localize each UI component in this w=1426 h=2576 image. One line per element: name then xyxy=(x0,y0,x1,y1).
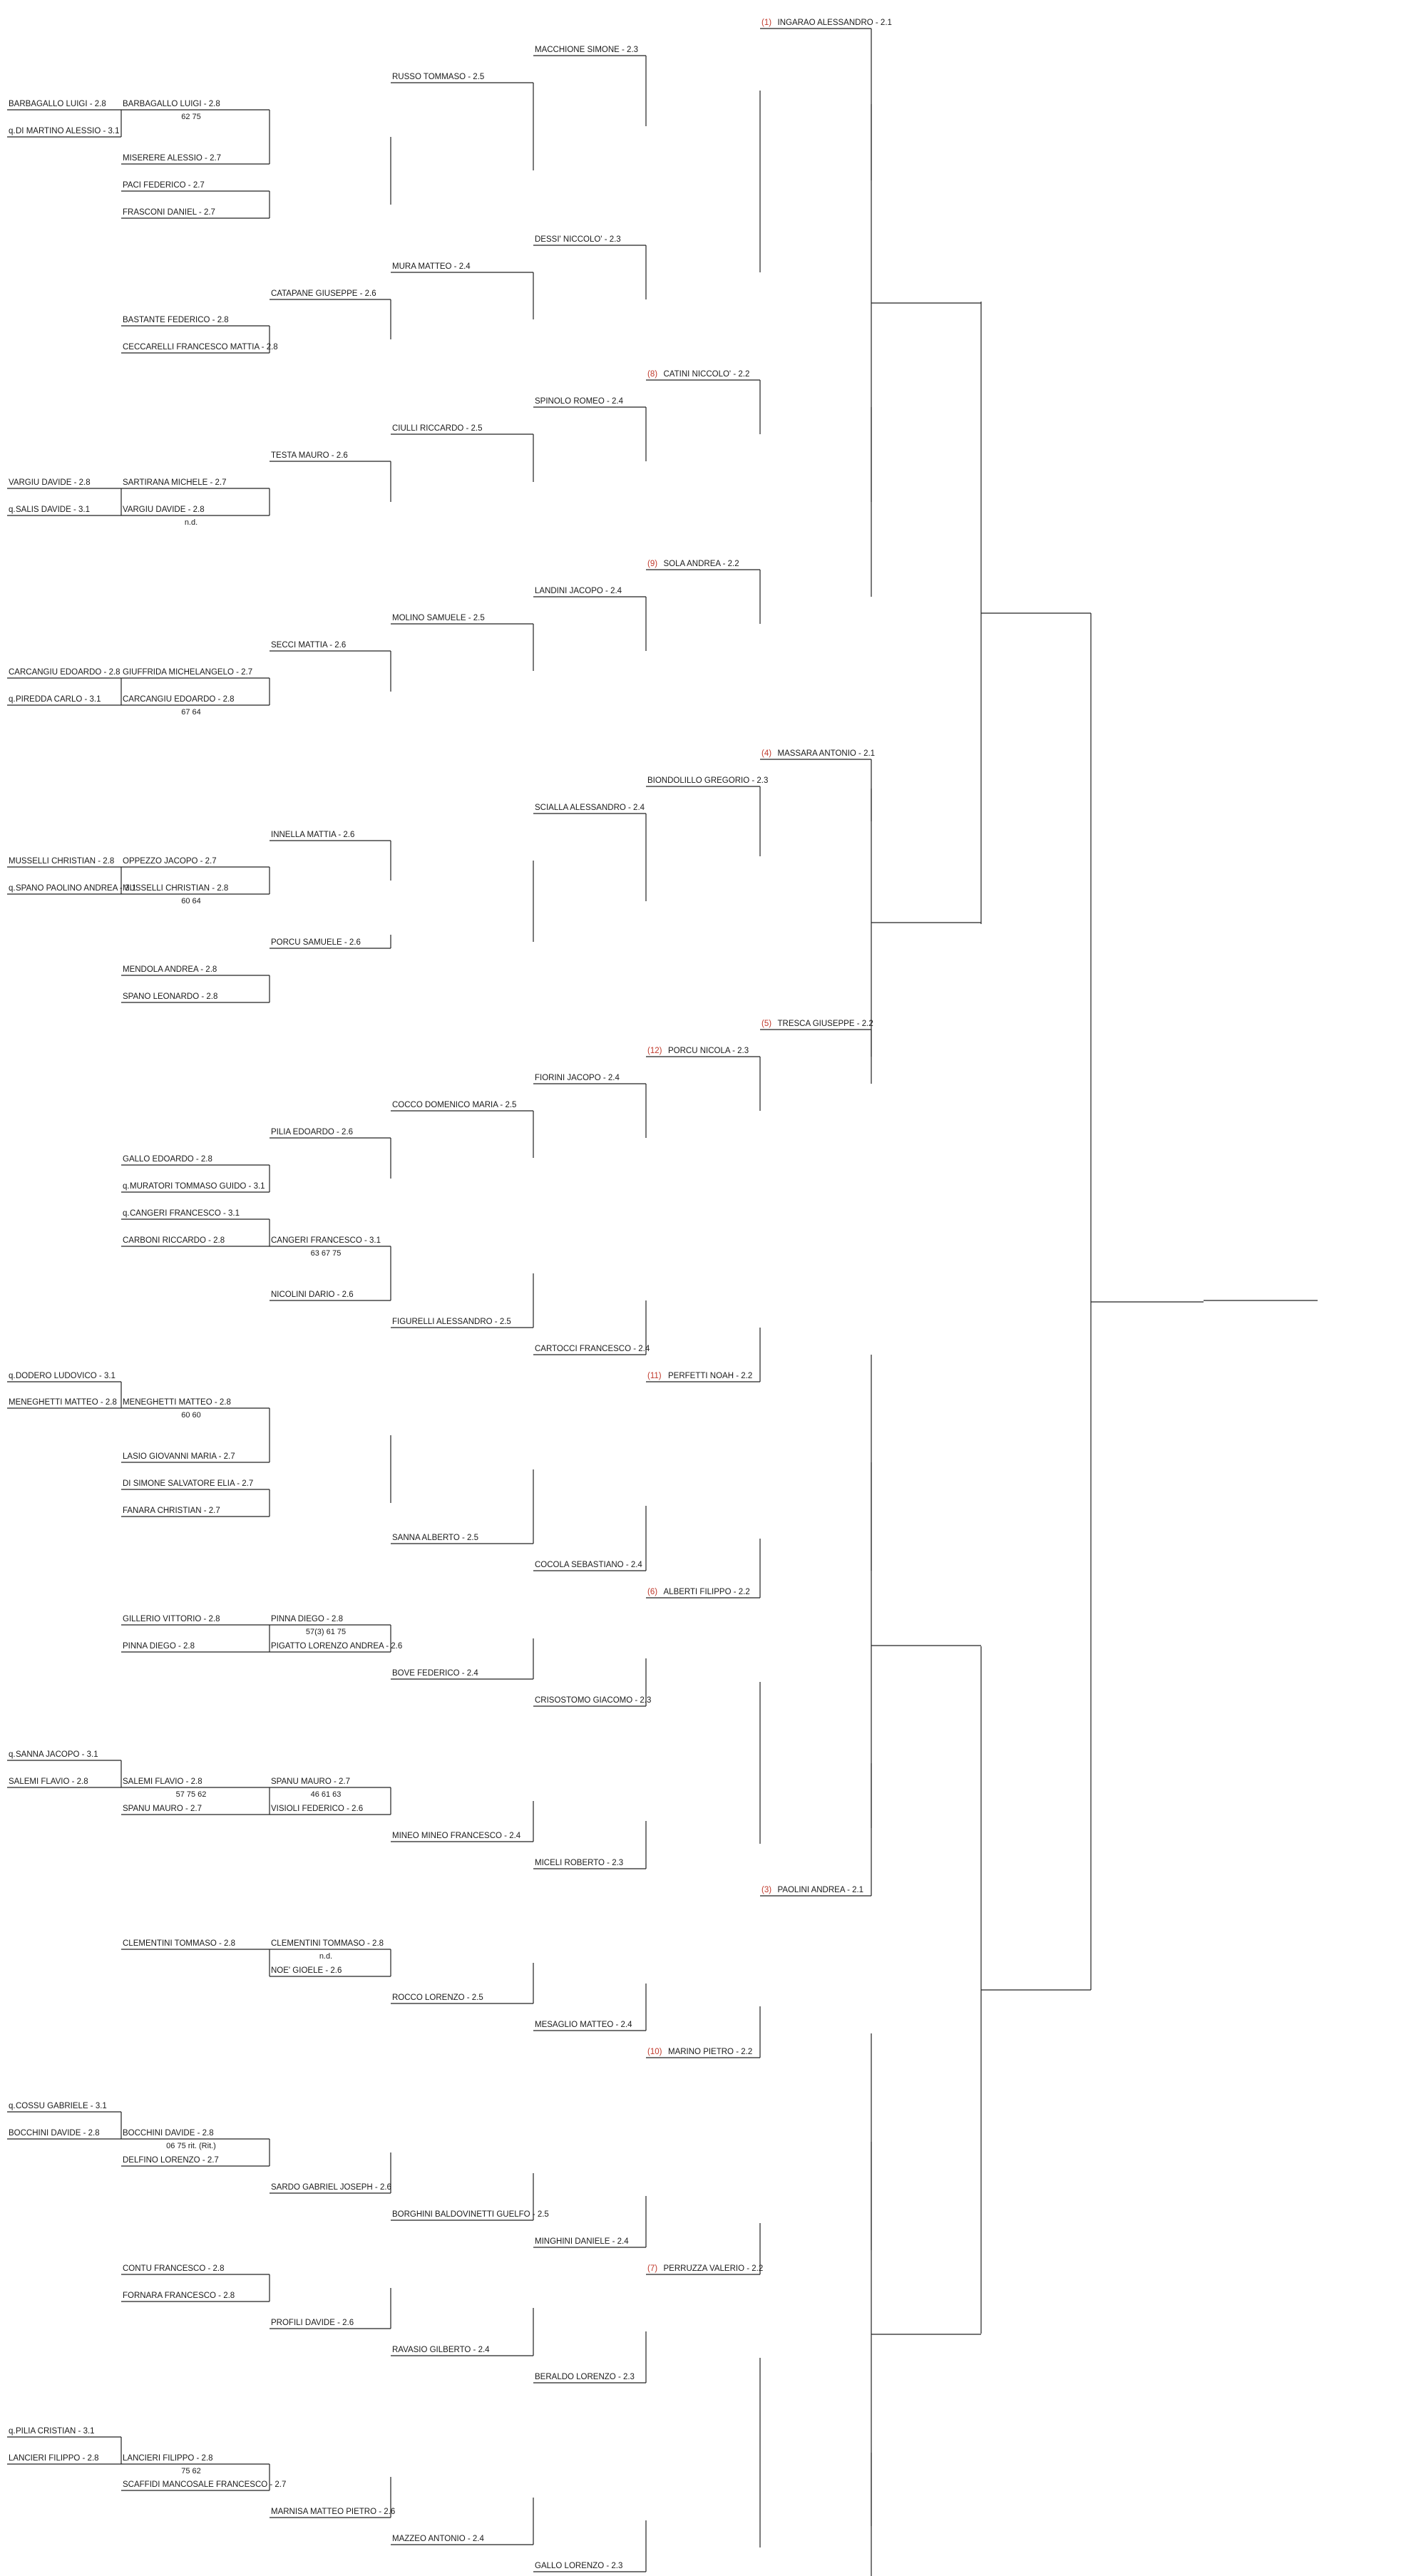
seed-label: (5) xyxy=(761,1020,772,1028)
player-name: CIULLI RICCARDO - 2.5 xyxy=(392,424,483,433)
player-name: PROFILI DAVIDE - 2.6 xyxy=(271,2319,354,2327)
seed-label: (10) xyxy=(647,2048,662,2056)
player-name: GALLO EDOARDO - 2.8 xyxy=(123,1155,212,1164)
player-name: PILIA CRISTIAN - 3.1 xyxy=(16,2427,95,2436)
player-name: FIGURELLI ALESSANDRO - 2.5 xyxy=(392,1318,511,1326)
player-name: BARBAGALLO LUIGI - 2.8 xyxy=(9,100,106,108)
player-name: SPINOLO ROMEO - 2.4 xyxy=(535,397,623,406)
seed-label: (12) xyxy=(647,1047,662,1055)
player-name: DI MARTINO ALESSIO - 3.1 xyxy=(16,127,120,135)
player-name: MOLINO SAMUELE - 2.5 xyxy=(392,614,485,622)
player-name: BOCCHINI DAVIDE - 2.8 xyxy=(9,2129,100,2138)
player-name: MURA MATTEO - 2.4 xyxy=(392,262,471,271)
player-name: GIUFFRIDA MICHELANGELO - 2.7 xyxy=(123,668,253,677)
player-name: CARCANGIU EDOARDO - 2.8 xyxy=(9,668,120,677)
match-score: n.d. xyxy=(184,518,198,527)
player-name: CLEMENTINI TOMMASO - 2.8 xyxy=(271,1939,384,1948)
player-name: LANDINI JACOPO - 2.4 xyxy=(535,587,622,595)
qualifier-mark: q. xyxy=(9,2427,16,2436)
qualifier-mark: q. xyxy=(9,695,16,704)
qualifier-mark: q. xyxy=(123,1209,130,1218)
player-name: LANCIERI FILIPPO - 2.8 xyxy=(9,2454,99,2463)
player-name: NICOLINI DARIO - 2.6 xyxy=(271,1290,354,1299)
player-name: BORGHINI BALDOVINETTI GUELFO - 2.5 xyxy=(392,2210,549,2219)
player-name: SECCI MATTIA - 2.6 xyxy=(271,641,347,650)
player-name: TESTA MAURO - 2.6 xyxy=(271,451,348,460)
player-name: CANGERI FRANCESCO - 3.1 xyxy=(130,1209,240,1218)
player-name: SALEMI FLAVIO - 2.8 xyxy=(123,1777,202,1786)
player-name: MASSARA ANTONIO - 2.1 xyxy=(777,749,876,758)
match-score: n.d. xyxy=(319,1952,333,1961)
match-score: 46 61 63 xyxy=(310,1790,342,1799)
player-name: RAVASIO GILBERTO - 2.4 xyxy=(392,2346,490,2354)
player-name: FANARA CHRISTIAN - 2.7 xyxy=(123,1507,220,1515)
match-score: 60 60 xyxy=(181,1411,201,1420)
player-name: DESSI' NICCOLO' - 2.3 xyxy=(535,235,621,244)
player-name: INNELLA MATTIA - 2.6 xyxy=(271,831,355,839)
seed-label: (4) xyxy=(761,749,772,758)
player-name: MUSSELLI CHRISTIAN - 2.8 xyxy=(9,857,115,866)
match-score: 62 75 xyxy=(181,113,201,121)
player-name: DODERO LUDOVICO - 3.1 xyxy=(16,1372,116,1380)
player-name: SANNA JACOPO - 3.1 xyxy=(16,1750,98,1759)
player-name: BARBAGALLO LUIGI - 2.8 xyxy=(123,100,220,108)
player-name: MACCHIONE SIMONE - 2.3 xyxy=(535,46,639,54)
player-name: BOCCHINI DAVIDE - 2.8 xyxy=(123,2129,214,2138)
seed-label: (6) xyxy=(647,1588,658,1596)
match-score: 63 67 75 xyxy=(310,1249,342,1258)
player-name: RUSSO TOMMASO - 2.5 xyxy=(392,73,485,81)
qualifier-mark: q. xyxy=(9,884,16,893)
match-score: 57 75 62 xyxy=(175,1790,207,1799)
player-name: MENEGHETTI MATTEO - 2.8 xyxy=(123,1398,231,1407)
qualifier-mark: q. xyxy=(9,1750,16,1759)
player-name: COCOLA SEBASTIANO - 2.4 xyxy=(535,1561,642,1569)
seed-label: (11) xyxy=(647,1372,662,1380)
player-name: CECCARELLI FRANCESCO MATTIA - 2.8 xyxy=(123,343,278,351)
player-name: BASTANTE FEDERICO - 2.8 xyxy=(123,316,229,324)
player-name: SPANO LEONARDO - 2.8 xyxy=(123,992,218,1001)
player-name: MARNISA MATTEO PIETRO - 2.6 xyxy=(271,2508,396,2516)
qualifier-mark: q. xyxy=(9,1372,16,1380)
player-name: PORCU SAMUELE - 2.6 xyxy=(271,938,361,947)
player-name: CARBONI RICCARDO - 2.8 xyxy=(123,1236,225,1245)
player-name: PIREDDA CARLO - 3.1 xyxy=(16,695,101,704)
player-name: BERALDO LORENZO - 2.3 xyxy=(535,2373,635,2381)
player-name: PINNA DIEGO - 2.8 xyxy=(123,1642,195,1651)
player-name: SPANU MAURO - 2.7 xyxy=(271,1777,350,1786)
player-name: PAOLINI ANDREA - 2.1 xyxy=(777,1886,864,1894)
player-name: CRISOSTOMO GIACOMO - 2.3 xyxy=(535,1696,652,1705)
player-name: SOLA ANDREA - 2.2 xyxy=(663,560,739,568)
player-name: LASIO GIOVANNI MARIA - 2.7 xyxy=(123,1452,235,1461)
player-name: SARTIRANA MICHELE - 2.7 xyxy=(123,478,227,487)
player-name: CLEMENTINI TOMMASO - 2.8 xyxy=(123,1939,236,1948)
player-name: MARINO PIETRO - 2.2 xyxy=(668,2048,753,2056)
player-name: FIORINI JACOPO - 2.4 xyxy=(535,1074,620,1082)
seed-label: (7) xyxy=(647,2264,658,2273)
player-name: MISERERE ALESSIO - 2.7 xyxy=(123,154,222,163)
player-name: GILLERIO VITTORIO - 2.8 xyxy=(123,1615,220,1623)
player-name: COCCO DOMENICO MARIA - 2.5 xyxy=(392,1101,517,1109)
match-score: 75 62 xyxy=(181,2467,201,2475)
player-name: PACI FEDERICO - 2.7 xyxy=(123,181,205,190)
player-name: BIONDOLILLO GREGORIO - 2.3 xyxy=(647,776,769,785)
player-name: ROCCO LORENZO - 2.5 xyxy=(392,1993,483,2002)
match-score: 06 75 rit. (Rit.) xyxy=(166,2142,216,2150)
player-name: PERRUZZA VALERIO - 2.2 xyxy=(663,2264,764,2273)
seed-label: (3) xyxy=(761,1886,772,1894)
qualifier-mark: q. xyxy=(123,1182,130,1191)
player-name: CONTU FRANCESCO - 2.8 xyxy=(123,2264,225,2273)
player-name: DI SIMONE SALVATORE ELIA - 2.7 xyxy=(123,1479,254,1488)
player-name: NOE' GIOELE - 2.6 xyxy=(271,1966,342,1975)
player-name: PERFETTI NOAH - 2.2 xyxy=(668,1372,753,1380)
player-name: SCAFFIDI MANCOSALE FRANCESCO - 2.7 xyxy=(123,2480,287,2489)
player-name: COSSU GABRIELE - 3.1 xyxy=(16,2102,107,2110)
player-name: VARGIU DAVIDE - 2.8 xyxy=(9,478,91,487)
player-name: SALEMI FLAVIO - 2.8 xyxy=(9,1777,88,1786)
seed-label: (8) xyxy=(647,370,658,379)
player-name: SALIS DAVIDE - 3.1 xyxy=(16,506,90,514)
player-name: INGARAO ALESSANDRO - 2.1 xyxy=(777,19,892,27)
match-score: 60 64 xyxy=(181,897,201,905)
seed-label: (1) xyxy=(761,19,772,27)
qualifier-mark: q. xyxy=(9,127,16,135)
player-name: CARCANGIU EDOARDO - 2.8 xyxy=(123,695,235,704)
player-name: CATINI NICCOLO' - 2.2 xyxy=(663,370,750,379)
qualifier-mark: q. xyxy=(9,506,16,514)
match-score: 67 64 xyxy=(181,708,201,717)
player-name: PILIA EDOARDO - 2.6 xyxy=(271,1128,354,1136)
player-name: MESAGLIO MATTEO - 2.4 xyxy=(535,2021,632,2029)
player-name: MENDOLA ANDREA - 2.8 xyxy=(123,965,217,974)
player-name: FORNARA FRANCESCO - 2.8 xyxy=(123,2292,235,2300)
player-name: MINEO MINEO FRANCESCO - 2.4 xyxy=(392,1832,521,1840)
qualifier-mark: q. xyxy=(9,2102,16,2110)
player-name: GALLO LORENZO - 2.3 xyxy=(535,2562,623,2570)
bracket-lines xyxy=(7,29,1318,2576)
player-name: BOVE FEDERICO - 2.4 xyxy=(392,1669,478,1678)
player-name: PORCU NICOLA - 2.3 xyxy=(668,1047,749,1055)
player-name: PIGATTO LORENZO ANDREA - 2.6 xyxy=(271,1642,403,1651)
seed-label: (9) xyxy=(647,560,658,568)
player-name: SPANU MAURO - 2.7 xyxy=(123,1805,202,1813)
player-name: DELFINO LORENZO - 2.7 xyxy=(123,2156,219,2165)
player-name: VARGIU DAVIDE - 2.8 xyxy=(123,506,205,514)
player-name: FRASCONI DANIEL - 2.7 xyxy=(123,208,215,217)
player-name: TRESCA GIUSEPPE - 2.2 xyxy=(777,1020,873,1028)
player-name: SARDO GABRIEL JOSEPH - 2.6 xyxy=(271,2183,391,2192)
player-name: SCIALLA ALESSANDRO - 2.4 xyxy=(535,804,645,812)
player-name: SANNA ALBERTO - 2.5 xyxy=(392,1534,479,1542)
player-name: ALBERTI FILIPPO - 2.2 xyxy=(663,1588,750,1596)
bracket-labels xyxy=(9,19,892,2576)
player-name: PINNA DIEGO - 2.8 xyxy=(271,1615,343,1623)
player-name: MURATORI TOMMASO GUIDO - 3.1 xyxy=(130,1182,265,1191)
player-name: CATAPANE GIUSEPPE - 2.6 xyxy=(271,289,376,298)
player-name: OPPEZZO JACOPO - 2.7 xyxy=(123,857,217,866)
player-name: CARTOCCI FRANCESCO - 2.4 xyxy=(535,1345,650,1353)
player-name: MINGHINI DANIELE - 2.4 xyxy=(535,2237,629,2246)
player-name: CANGERI FRANCESCO - 3.1 xyxy=(271,1236,381,1245)
player-name: SPANO PAOLINO ANDREA - 3.1 xyxy=(16,884,136,893)
player-name: MUSSELLI CHRISTIAN - 2.8 xyxy=(123,884,229,893)
player-name: MICELI ROBERTO - 2.3 xyxy=(535,1859,624,1867)
player-name: MENEGHETTI MATTEO - 2.8 xyxy=(9,1398,117,1407)
match-score: 57(3) 61 75 xyxy=(305,1628,347,1636)
player-name: VISIOLI FEDERICO - 2.6 xyxy=(271,1805,364,1813)
player-name: LANCIERI FILIPPO - 2.8 xyxy=(123,2454,213,2463)
player-name: MAZZEO ANTONIO - 2.4 xyxy=(392,2535,484,2543)
